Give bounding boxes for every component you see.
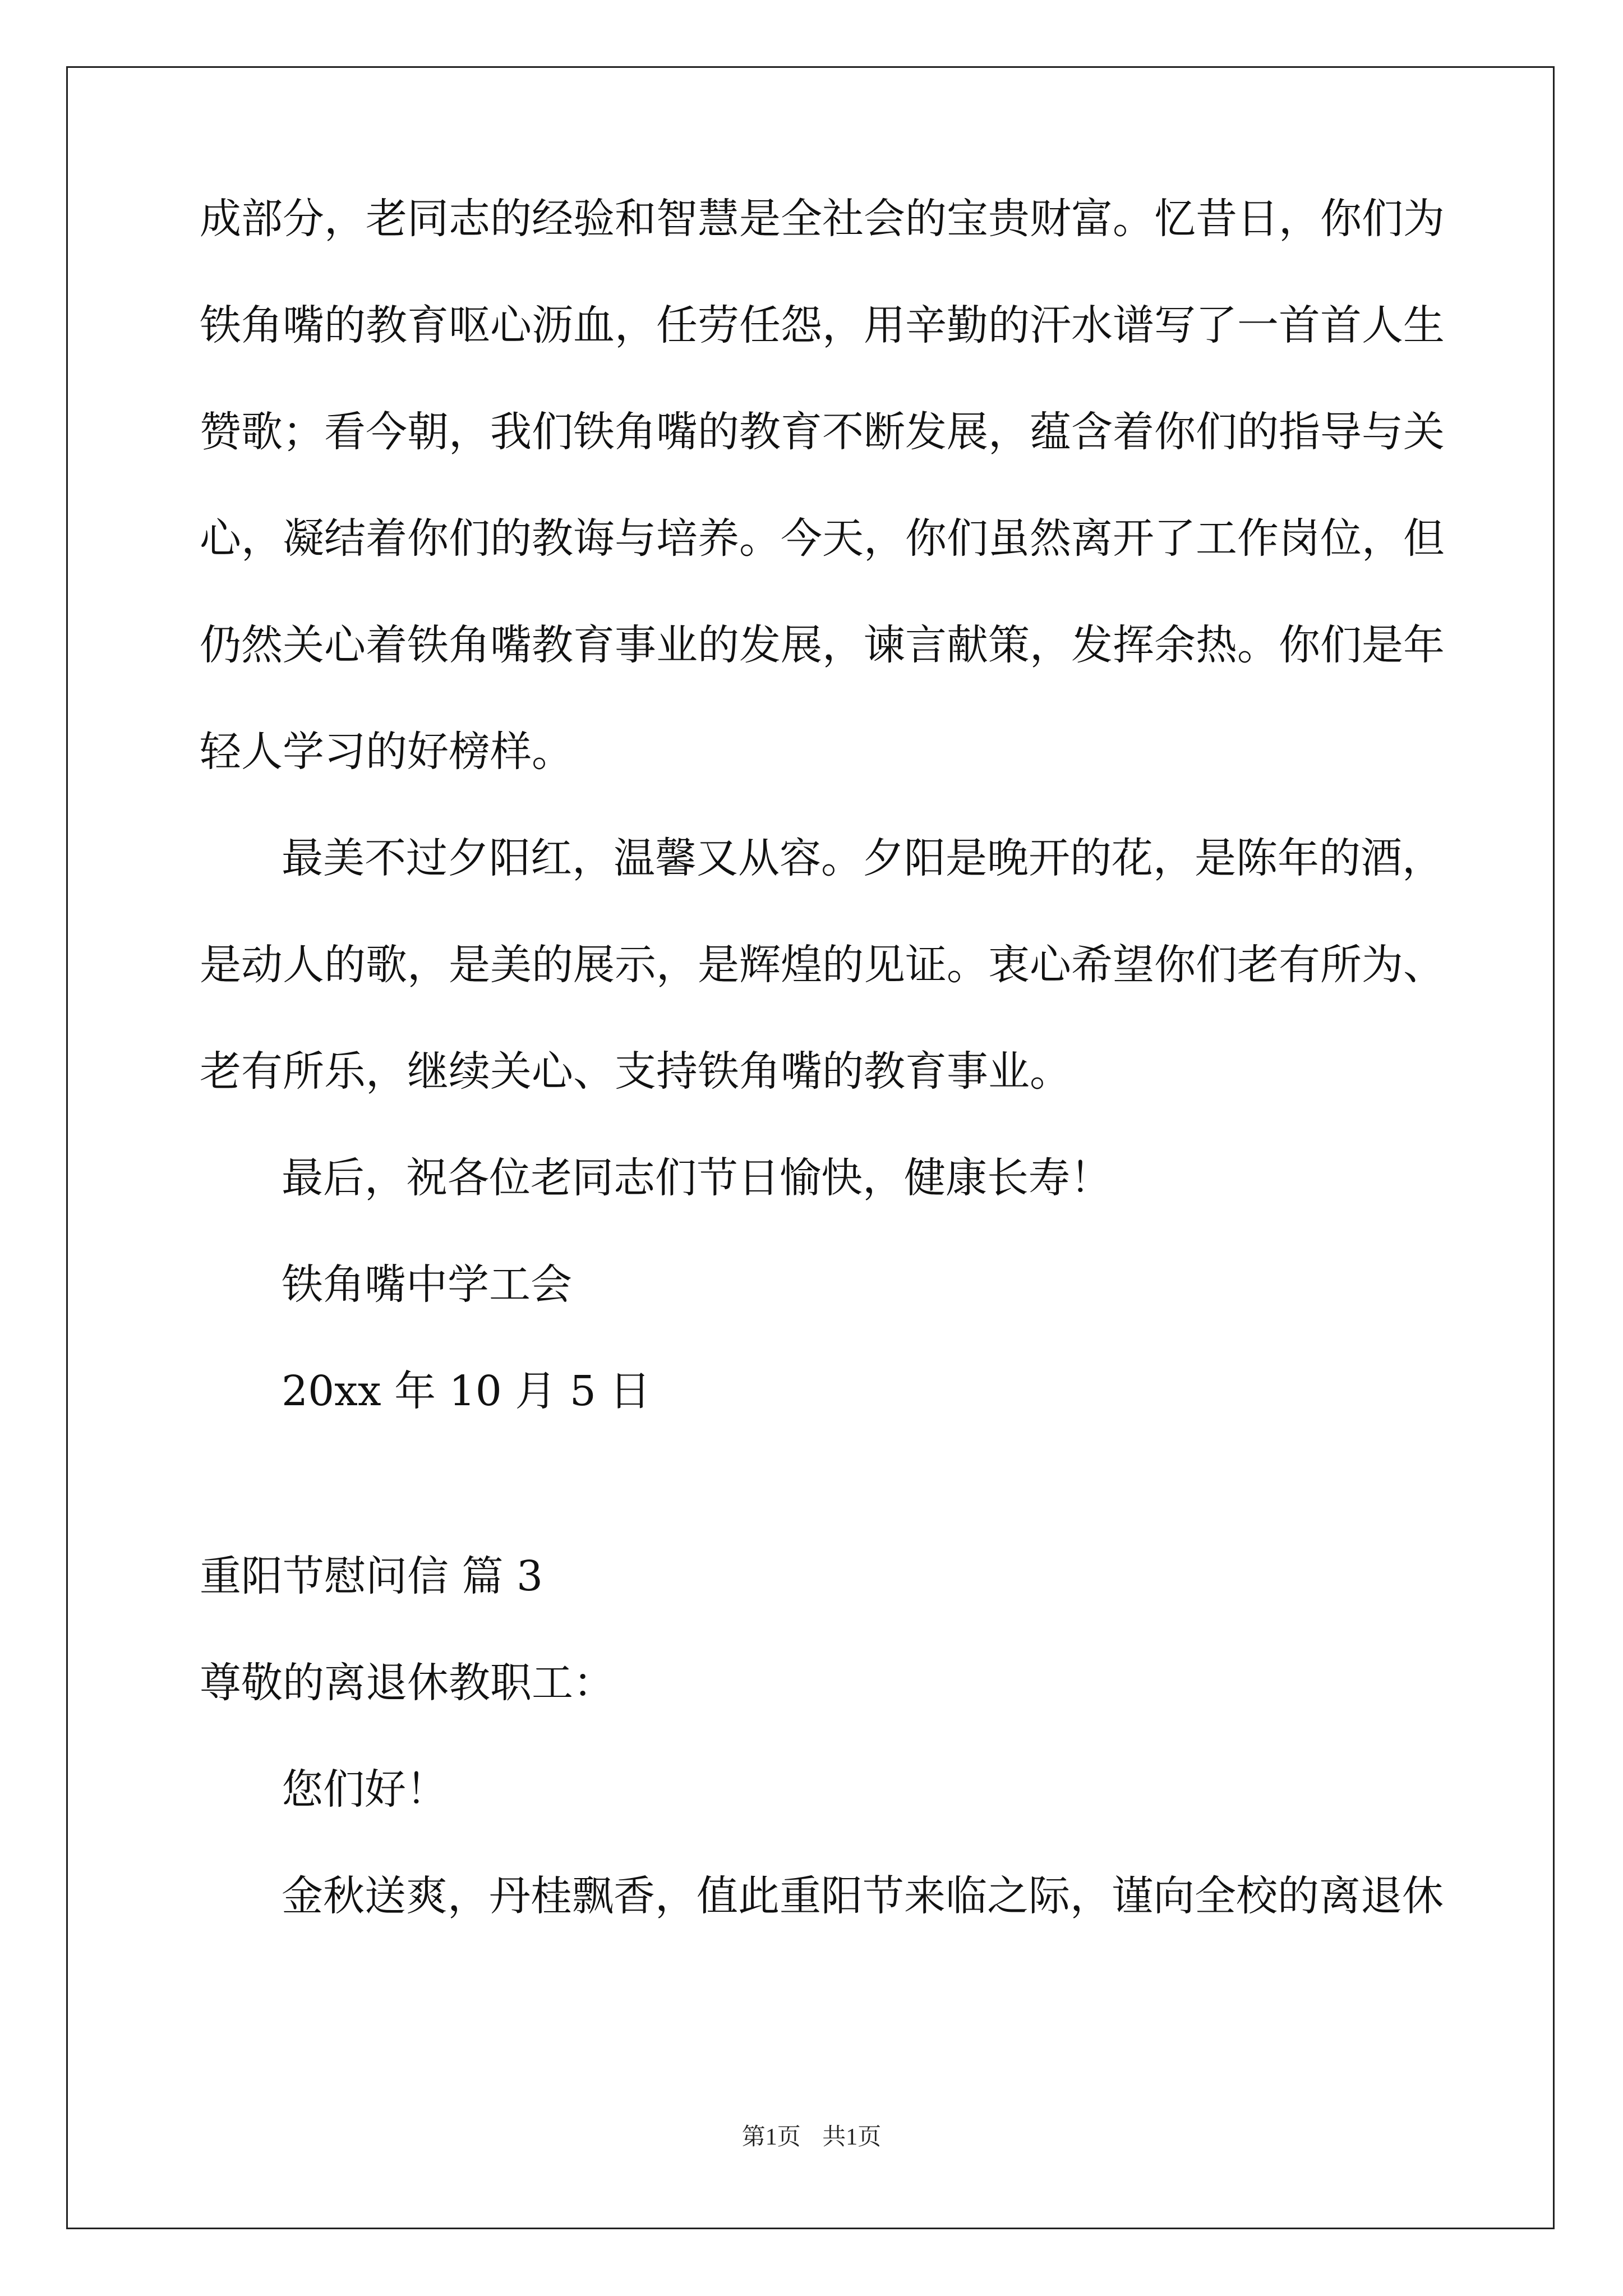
page-total: 共1页 — [822, 2124, 882, 2150]
page-number: 第1页 — [741, 2124, 801, 2150]
salutation: 尊敬的离退休教职工： — [200, 1659, 615, 1707]
body-line: 仍然关心着铁角嘴教育事业的发展，谏言献策，发挥余热。你们是年 — [200, 621, 1445, 669]
body-line: 铁角嘴的教育呕心沥血，任劳任怨，用辛勤的汗水谱写了一首首人生 — [200, 301, 1445, 349]
body-line: 心，凝结着你们的教诲与培养。今天，你们虽然离开了工作岗位，但 — [200, 514, 1445, 563]
signature-date: 20xx 年 10 月 5 日 — [282, 1367, 651, 1415]
greeting: 您们好！ — [282, 1765, 448, 1814]
body-line: 金秋送爽，丹桂飘香，值此重阳节来临之际，谨向全校的离退休 — [282, 1872, 1444, 1920]
closing-wish: 最后，祝各位老同志们节日愉快，健康长寿！ — [282, 1154, 1112, 1202]
body-line: 成部分，老同志的经验和智慧是全社会的宝贵财富。忆昔日，你们为 — [200, 195, 1445, 243]
body-line: 轻人学习的好榜样。 — [200, 728, 573, 776]
section-heading: 重阳节慰问信 篇 3 — [200, 1552, 543, 1600]
body-line: 最美不过夕阳红，温馨又从容。夕阳是晚开的花，是陈年的酒， — [282, 834, 1444, 882]
body-line: 是动人的歌，是美的展示，是辉煌的见证。衷心希望你们老有所为、 — [200, 941, 1445, 989]
body-line: 老有所乐，继续关心、支持铁角嘴的教育事业。 — [200, 1047, 1071, 1096]
page-footer — [0, 2120, 1623, 2154]
body-line: 赞歌；看今朝，我们铁角嘴的教育不断发展，蕴含着你们的指导与关 — [200, 408, 1445, 456]
signature-organization: 铁角嘴中学工会 — [282, 1260, 572, 1309]
